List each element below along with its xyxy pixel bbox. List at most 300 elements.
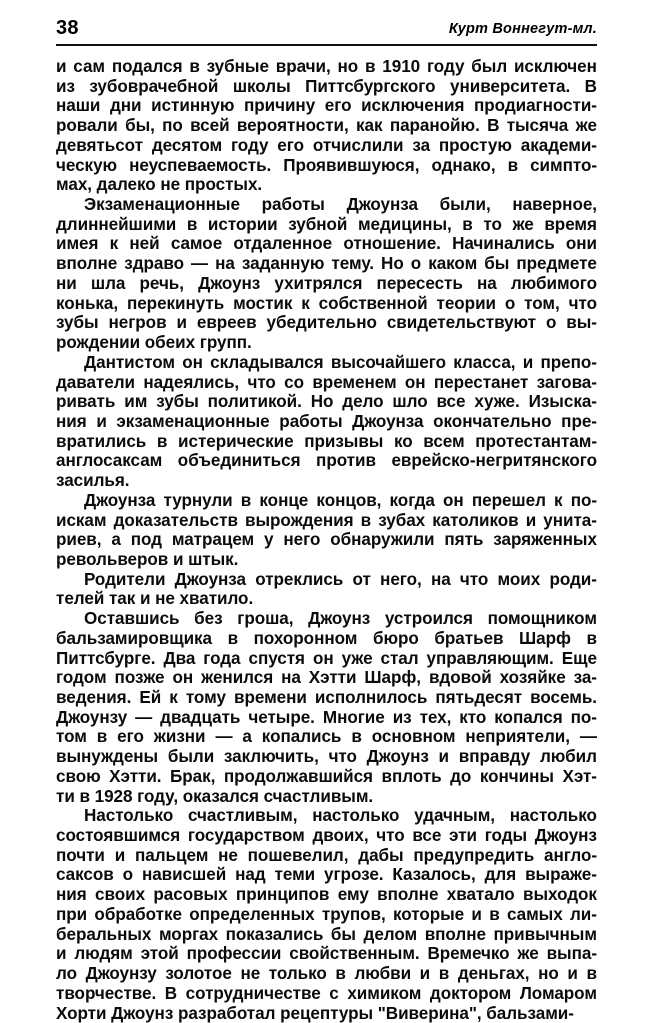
text-line: [56, 136, 597, 156]
word: эти: [449, 826, 477, 846]
word: Питтсбурге.: [56, 649, 155, 669]
word: политикой.: [208, 392, 302, 412]
text-line: [56, 254, 597, 274]
word: в: [187, 215, 197, 235]
text-line: [56, 846, 597, 866]
word: дело: [342, 392, 383, 412]
word: Ей: [139, 688, 161, 708]
text-line: [56, 156, 597, 176]
word: государством: [188, 826, 305, 846]
word: подался: [112, 57, 183, 77]
word: к: [169, 688, 178, 708]
word: —: [191, 254, 208, 274]
word: тысяча: [507, 116, 569, 136]
word: и: [471, 905, 481, 925]
word: с: [329, 984, 338, 1004]
word: негров: [108, 313, 166, 333]
word: тех,: [420, 708, 452, 728]
word: убедительно: [267, 313, 377, 333]
word: отчислили: [313, 136, 404, 156]
word: Изыска-: [529, 392, 597, 412]
word: вынуждены: [56, 747, 158, 767]
word: простую: [439, 136, 512, 156]
word: Но: [311, 392, 334, 412]
text-line: [56, 885, 597, 905]
word: в: [189, 57, 199, 77]
word: расовых: [153, 885, 227, 905]
word: искам: [56, 511, 106, 531]
word: только: [269, 964, 327, 984]
word: том,: [524, 294, 560, 314]
word: него,: [380, 570, 422, 590]
word: до: [450, 767, 471, 787]
word: обнаружили: [330, 530, 434, 550]
word: по-: [571, 491, 597, 511]
word: свою: [56, 767, 101, 787]
word: истинную: [151, 96, 234, 116]
word: англосаксам: [56, 451, 162, 471]
word: пальцем: [135, 846, 208, 866]
word: Джоунза: [352, 412, 423, 432]
word: женился: [201, 668, 273, 688]
word: он: [172, 668, 193, 688]
word: католиков: [432, 511, 518, 531]
word: Дантистом: [84, 353, 175, 373]
word: матрацем: [172, 530, 254, 550]
word: на: [215, 254, 235, 274]
word: роди-: [549, 570, 596, 590]
word: над: [235, 865, 266, 885]
page-number: 38: [56, 16, 79, 40]
word: же: [576, 116, 597, 136]
word: вполне: [377, 885, 438, 905]
word: тему.: [331, 254, 374, 274]
word: Два: [163, 649, 195, 669]
word: предмете: [516, 254, 597, 274]
word: паранойю.: [390, 116, 480, 136]
word: настолько: [510, 806, 597, 826]
word: этой: [141, 944, 179, 964]
word: всем: [423, 432, 464, 452]
word: и: [176, 313, 186, 333]
word: бы,: [125, 116, 155, 136]
word: высочайшего: [331, 353, 446, 373]
word: были: [168, 747, 214, 767]
text-line: [56, 964, 597, 984]
word: а: [242, 727, 251, 747]
word: людям: [74, 944, 132, 964]
word: вратились: [56, 432, 146, 452]
word: же: [517, 944, 538, 964]
word: не: [240, 964, 260, 984]
word: в: [462, 215, 472, 235]
word: беральных: [56, 925, 151, 945]
word: истории: [208, 215, 278, 235]
word: выходок: [523, 885, 597, 905]
word: ривать: [56, 392, 115, 412]
text-line: [56, 925, 597, 945]
word: Джоунзу: [56, 708, 127, 728]
word: Настолько: [84, 806, 173, 826]
word: Хэт-: [562, 767, 596, 787]
word: зубоврачебной: [89, 77, 218, 97]
word: о: [123, 865, 133, 885]
word: кончины: [480, 767, 554, 787]
word: собственной: [319, 294, 428, 314]
word: копался: [494, 708, 562, 728]
text-line: ти в 1928 году, оказался счастливым.: [56, 787, 597, 807]
word: теории: [437, 294, 496, 314]
word: его: [277, 136, 304, 156]
word: и: [526, 511, 536, 531]
word: Еще: [562, 649, 597, 669]
word: основном: [372, 727, 456, 747]
word: Джоунз: [367, 747, 429, 767]
word: творчестве.: [56, 984, 156, 1004]
text-line: [56, 294, 597, 314]
word: евреев: [197, 313, 257, 333]
word: девятьсот: [56, 136, 143, 156]
word: его: [117, 727, 144, 747]
word: и: [56, 944, 66, 964]
word: Шарф: [519, 629, 571, 649]
word: и: [96, 412, 106, 432]
word: класса,: [453, 353, 515, 373]
word: и: [523, 353, 533, 373]
word: вырождения: [245, 511, 354, 531]
text-line: [56, 451, 597, 471]
word: в: [241, 491, 251, 511]
word: отношение.: [343, 234, 441, 254]
word: в: [489, 905, 499, 925]
word: годы: [485, 826, 527, 846]
word: что: [329, 747, 357, 767]
text-line: [56, 984, 597, 1004]
word: хуже.: [474, 392, 519, 412]
word: когда: [390, 491, 435, 511]
word: перекинуть: [127, 294, 224, 314]
word: врачи,: [276, 57, 331, 77]
word: вероятности,: [237, 116, 349, 136]
word: Джоунза: [347, 195, 418, 215]
text-line: [56, 865, 597, 885]
word: против: [316, 451, 376, 471]
word: о: [546, 313, 556, 333]
word: ему: [338, 885, 369, 905]
word: загова-: [537, 373, 597, 393]
word: уже: [342, 649, 373, 669]
word: протестантам-: [475, 432, 597, 452]
word: заряженных: [493, 530, 597, 550]
word: шло: [392, 392, 427, 412]
word: длиннейшими: [56, 215, 176, 235]
word: дни: [110, 96, 142, 116]
word: которые: [393, 905, 464, 925]
word: Казалось,: [392, 865, 475, 885]
word: бальзамировщика: [56, 629, 212, 649]
word: доказательств: [114, 511, 238, 531]
word: копались: [262, 727, 342, 747]
word: исключения: [361, 96, 464, 116]
word: при: [56, 905, 87, 925]
word: здраво: [124, 254, 184, 274]
word: англо-: [544, 846, 597, 866]
text-line: засилья.: [56, 471, 597, 491]
word: сам: [73, 57, 105, 77]
word: Джоунз: [308, 609, 370, 629]
word: стал: [381, 649, 419, 669]
word: пре-: [561, 412, 597, 432]
word: похоронном: [254, 629, 358, 649]
word: что: [460, 570, 488, 590]
word: мостик: [233, 294, 292, 314]
text-line: мах, далеко не простых.: [56, 175, 597, 195]
text-line: [56, 353, 597, 373]
word: деньгах,: [458, 964, 530, 984]
text-line: [56, 432, 597, 452]
word: вполне: [425, 925, 486, 945]
word: шла: [91, 274, 125, 294]
word: зубах: [378, 511, 425, 531]
word: бюро: [373, 629, 419, 649]
word: Начинались: [452, 234, 555, 254]
running-head-title: Курт Воннегут-мл.: [449, 19, 597, 39]
word: время: [544, 215, 597, 235]
word: настолько: [312, 806, 399, 826]
word: в: [228, 629, 238, 649]
word: Питтсбургского: [305, 77, 435, 97]
word: и: [420, 964, 430, 984]
word: объединиться: [178, 451, 301, 471]
word: любил: [540, 747, 597, 767]
word: В: [585, 77, 597, 97]
word: за-: [574, 668, 597, 688]
word: по: [162, 116, 183, 136]
word: показались: [226, 925, 324, 945]
text-line: [56, 530, 597, 550]
text-line: [56, 649, 597, 669]
word: кто: [459, 708, 486, 728]
word: имея: [56, 234, 98, 254]
word: работы: [279, 412, 342, 432]
word: продолжавшийся: [224, 767, 373, 787]
word: моргах: [159, 925, 218, 945]
text-line: [56, 688, 597, 708]
word: в: [361, 511, 371, 531]
text-line: [56, 215, 597, 235]
paragraph: [56, 806, 597, 1023]
text-line: [56, 392, 597, 412]
word: под: [131, 530, 162, 550]
word: доктором: [430, 984, 511, 1004]
word: в: [157, 432, 167, 452]
paragraph: [56, 570, 597, 609]
paragraph: [56, 353, 597, 491]
word: вдовой: [429, 668, 492, 688]
word: ли-: [570, 905, 597, 925]
word: что: [569, 294, 597, 314]
header-rule: [56, 44, 597, 46]
text-line: телей так и не хватило.: [56, 589, 597, 609]
word: нависшей: [142, 865, 226, 885]
word: он: [182, 353, 203, 373]
word: академи-: [521, 136, 597, 156]
word: унита-: [543, 511, 597, 531]
word: от: [353, 570, 371, 590]
paragraph: [56, 609, 597, 806]
word: Ломаром: [520, 984, 597, 1004]
text-line: [56, 96, 597, 116]
word: Брак,: [170, 767, 215, 787]
word: заключить,: [224, 747, 319, 767]
word: даватели: [56, 373, 135, 393]
word: выраже-: [525, 865, 597, 885]
word: в: [97, 727, 107, 747]
word: годом: [56, 668, 107, 688]
word: они: [566, 234, 597, 254]
word: угрозе.: [324, 865, 383, 885]
text-line: [56, 313, 597, 333]
word: помощником: [488, 609, 597, 629]
word: продиагности-: [474, 96, 597, 116]
word: и: [439, 747, 449, 767]
word: Джоунз: [198, 274, 260, 294]
word: свидетельствуют: [387, 313, 536, 333]
text-line: [56, 727, 597, 747]
word: пошевелил,: [248, 846, 349, 866]
word: конька,: [56, 294, 118, 314]
word: надеялись,: [143, 373, 239, 393]
word: ни: [56, 274, 77, 294]
word: восемь.: [530, 688, 597, 708]
word: призывы: [304, 432, 383, 452]
word: Оставшись: [84, 609, 180, 629]
word: перестанет: [434, 373, 528, 393]
text-line: [56, 195, 597, 215]
word: в: [439, 964, 449, 984]
word: исполнилось: [315, 688, 427, 708]
word: предупредить: [413, 846, 534, 866]
word: заданную: [242, 254, 325, 274]
word: неприятели,: [465, 727, 570, 747]
word: братьев: [434, 629, 503, 649]
word: по-: [571, 708, 597, 728]
word: —: [580, 727, 597, 747]
word: свойственным.: [289, 944, 419, 964]
word: саксов: [56, 865, 114, 885]
text-line: [56, 274, 597, 294]
word: экзаменационные: [116, 412, 269, 432]
word: вправду: [459, 747, 531, 767]
word: на: [477, 274, 497, 294]
word: химиком: [347, 984, 421, 1004]
word: что: [247, 373, 275, 393]
word: ко: [394, 432, 413, 452]
word: то: [483, 215, 502, 235]
word: он: [443, 491, 464, 511]
word: концов,: [316, 491, 381, 511]
word: истерические: [178, 432, 294, 452]
word: из: [393, 708, 412, 728]
text-line: Хорти Джоунз разработал рецептуры "Виверина", бальзами-: [56, 1004, 597, 1023]
word: все: [412, 826, 441, 846]
word: двоих,: [313, 826, 369, 846]
word: причину: [244, 96, 315, 116]
word: к: [301, 294, 310, 314]
word: золотое: [165, 964, 231, 984]
word: тому: [186, 688, 226, 708]
word: на: [281, 668, 301, 688]
paragraph: [56, 491, 597, 570]
word: него: [283, 530, 320, 550]
word: турнули: [164, 491, 233, 511]
word: делом: [364, 925, 418, 945]
word: вплоть: [382, 767, 442, 787]
word: Экзаменационные: [84, 195, 240, 215]
word: ухитрялся: [274, 274, 362, 294]
paragraph: [56, 195, 597, 353]
word: еврейско-негритянского: [391, 451, 597, 471]
word: выпа-: [547, 944, 597, 964]
word: определенных: [189, 905, 314, 925]
word: состоявшимся: [56, 826, 180, 846]
word: наши: [56, 96, 100, 116]
word: привычным: [494, 925, 597, 945]
word: зубы: [56, 313, 99, 333]
word: своих: [95, 885, 145, 905]
word: что: [376, 826, 404, 846]
word: для: [485, 865, 517, 885]
word: наверное,: [512, 195, 597, 215]
word: принципов: [236, 885, 329, 905]
word: бы: [484, 254, 509, 274]
word: всей: [190, 116, 229, 136]
word: но: [338, 57, 359, 77]
word: десятом: [152, 136, 222, 156]
word: времени: [234, 688, 307, 708]
text-line: [56, 491, 597, 511]
word: Времечко: [427, 944, 509, 964]
word: трупов,: [322, 905, 386, 925]
word: а: [111, 530, 120, 550]
word: без: [194, 609, 222, 629]
word: ведения.: [56, 688, 131, 708]
word: гроша,: [237, 609, 293, 629]
word: ния: [56, 412, 87, 432]
text-line: [56, 412, 597, 432]
text-line: револьверов и штык.: [56, 550, 597, 570]
word: году: [231, 136, 268, 156]
running-head: [56, 16, 597, 46]
word: зубы: [156, 392, 199, 412]
word: Многие: [323, 708, 385, 728]
word: ческую: [56, 156, 117, 176]
word: у: [264, 530, 273, 550]
word: удачным,: [414, 806, 495, 826]
word: он: [405, 373, 426, 393]
word: однако,: [431, 156, 495, 176]
word: самых: [507, 905, 563, 925]
text-line: [56, 826, 597, 846]
word: ровали: [56, 116, 118, 136]
word: из: [56, 77, 75, 97]
word: в: [335, 964, 345, 984]
word: В: [165, 984, 177, 1004]
word: зубные: [207, 57, 269, 77]
text-line: рождении обеих групп.: [56, 333, 597, 353]
word: вполне: [56, 254, 117, 274]
word: любимого: [511, 274, 597, 294]
